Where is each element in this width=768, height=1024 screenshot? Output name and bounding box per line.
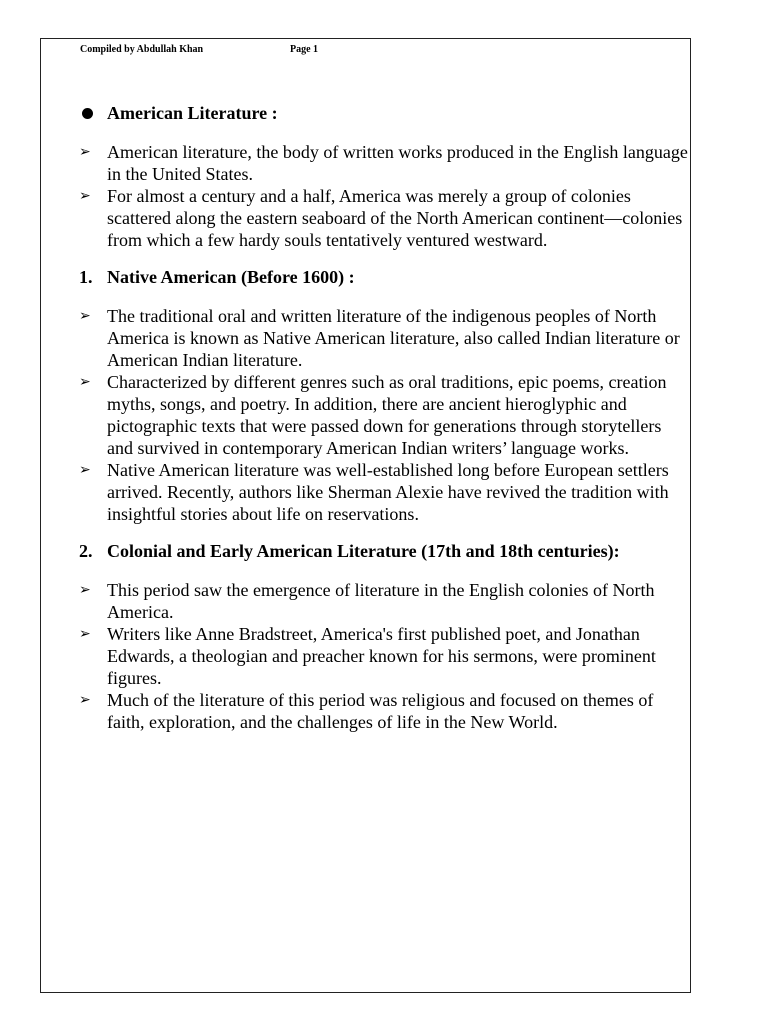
section-heading-native-american [79,266,691,288]
list-item [79,689,691,733]
author-credit: Compiled by Abdullah Khan [80,44,204,55]
list-item-text: For almost a century and a half, America was merely a group of colonies scattered along the eastern seaboard of the North American continent—colonies from which a few hardy souls tentatively ventured westward. [107,186,683,250]
list-item-text: This period saw the emergence of literature in the English colonies of North America. [107,580,655,622]
section-title: American Literature : [107,103,278,123]
list-item-text: Characterized by different genres such as oral traditions, epic poems, creation myths, songs, and poetry. In addition, there are ancient hieroglyphic and pictographic texts that were passed down for generations through storytellers and survived in contemporary American Indian writers’ language works. [107,372,667,458]
section-heading-colonial-literature [79,540,691,562]
arrow-bullet-icon: ➢ [79,462,91,478]
list-item-text: Writers like Anne Bradstreet, America's first published poet, and Jonathan Edwards, a theologian and preacher known for his sermons, were prominent figures. [107,624,656,688]
document-body [79,102,691,748]
arrow-bullet-icon: ➢ [79,582,91,598]
bullet-list [79,579,691,733]
list-item [79,371,691,459]
arrow-bullet-icon: ➢ [79,626,91,642]
list-item [79,623,691,689]
list-item-text: Native American literature was well-established long before European settlers arrived. Recently, authors like Sherman Alexie have revived the tradition with insightful stories about life on reservations. [107,460,669,524]
list-item [79,579,691,623]
bullet-list [79,141,691,251]
list-item-text: American literature, the body of written works produced in the English language in the United States. [107,142,688,184]
list-item-text: The traditional oral and written literature of the indigenous peoples of North America is known as Native American literature, also called Indian literature or American Indian literature. [107,306,680,370]
arrow-bullet-icon: ➢ [79,692,91,708]
section-marker: 2. [79,541,93,561]
page-number: Page 1 [290,44,319,55]
arrow-bullet-icon: ➢ [79,374,91,390]
list-item [79,141,691,185]
arrow-bullet-icon: ➢ [79,144,91,160]
bullet-list [79,305,691,525]
bullet-dot-icon [82,108,93,119]
list-item [79,305,691,371]
section-marker [79,102,107,124]
list-item [79,459,691,525]
section-title: Colonial and Early American Literature (17th and 18th centuries): [107,541,620,561]
arrow-bullet-icon: ➢ [79,308,91,324]
section-marker: 1. [79,267,93,287]
section-title: Native American (Before 1600) : [107,267,355,287]
list-item [79,185,691,251]
list-item-text: Much of the literature of this period was religious and focused on themes of faith, exploration, and the challenges of life in the New World. [107,690,654,732]
arrow-bullet-icon: ➢ [79,188,91,204]
section-heading-american-literature [79,102,691,124]
